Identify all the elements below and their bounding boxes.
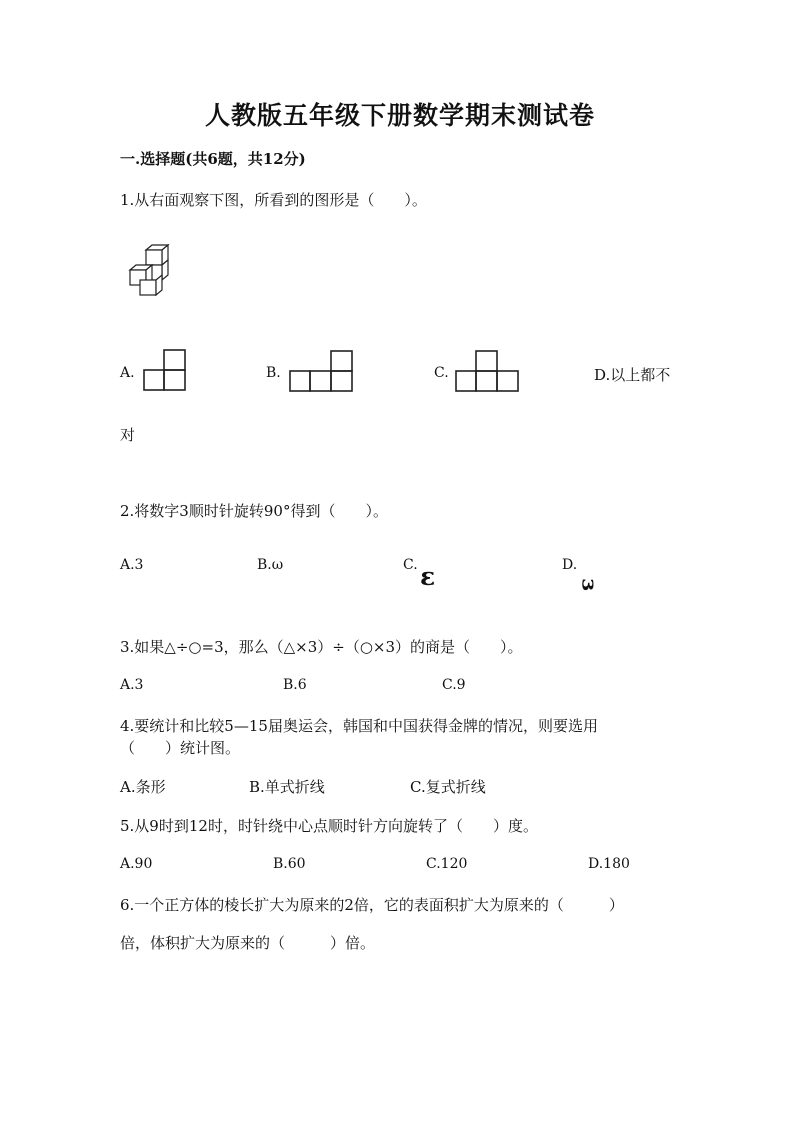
question-6-text: 6.一个正方体的棱长扩大为原来的2倍，它的表面积扩大为原来的（ ）	[120, 896, 624, 914]
q2-option-d-rotated-three: ɜ	[577, 578, 603, 591]
question-1-text: 1.从右面观察下图，所看到的图形是（ ）。	[120, 191, 427, 209]
question-4-text-continued: （ ）统计图。	[120, 739, 241, 757]
q5-option-d: D.180	[588, 856, 630, 872]
question-6-text-continued: 倍，体积扩大为原来的（ ）倍。	[120, 934, 376, 952]
q3-option-c: C.9	[442, 677, 466, 693]
q2-option-a: A.3	[120, 557, 144, 573]
q1-option-d-continued: 对	[120, 426, 136, 444]
q5-option-c: C.120	[426, 856, 468, 872]
q5-option-a: A.90	[120, 856, 153, 872]
q1-option-c: C.	[434, 365, 449, 381]
q1-option-b: B.	[266, 365, 281, 381]
q2-option-c-rotated-three: ɛ	[420, 562, 436, 591]
section-heading: 一.选择题(共6题，共12分)	[120, 150, 306, 168]
q5-option-b: B.60	[273, 856, 306, 872]
q1-option-b-figure	[289, 350, 355, 394]
q2-option-d: D.	[562, 557, 578, 573]
q2-option-c: C.	[403, 557, 418, 573]
cube-stack-figure	[126, 244, 172, 296]
q3-option-b: B.6	[283, 677, 307, 693]
question-3-text: 3.如果△÷○=3，那么（△×3）÷（○×3）的商是（ ）。	[120, 638, 523, 656]
page-title: 人教版五年级下册数学期末测试卷	[204, 101, 595, 130]
q4-option-c: C.复式折线	[410, 778, 486, 796]
question-4-text: 4.要统计和比较5—15届奥运会，韩国和中国获得金牌的情况，则要选用	[120, 717, 598, 735]
question-5-text: 5.从9时到12时，时针绕中心点顺时针方向旋转了（ ）度。	[120, 817, 538, 835]
question-2-text: 2.将数字3顺时针旋转90°得到（ ）。	[120, 502, 388, 520]
q1-option-a-figure	[143, 349, 187, 393]
q4-option-b: B.单式折线	[249, 778, 325, 796]
q1-option-a: A.	[120, 365, 135, 381]
q2-option-b: B.ω	[257, 557, 284, 573]
q1-option-d: D.以上都不	[594, 366, 671, 384]
q1-option-c-figure	[455, 350, 521, 394]
q3-option-a: A.3	[120, 677, 144, 693]
q4-option-a: A.条形	[120, 778, 166, 796]
